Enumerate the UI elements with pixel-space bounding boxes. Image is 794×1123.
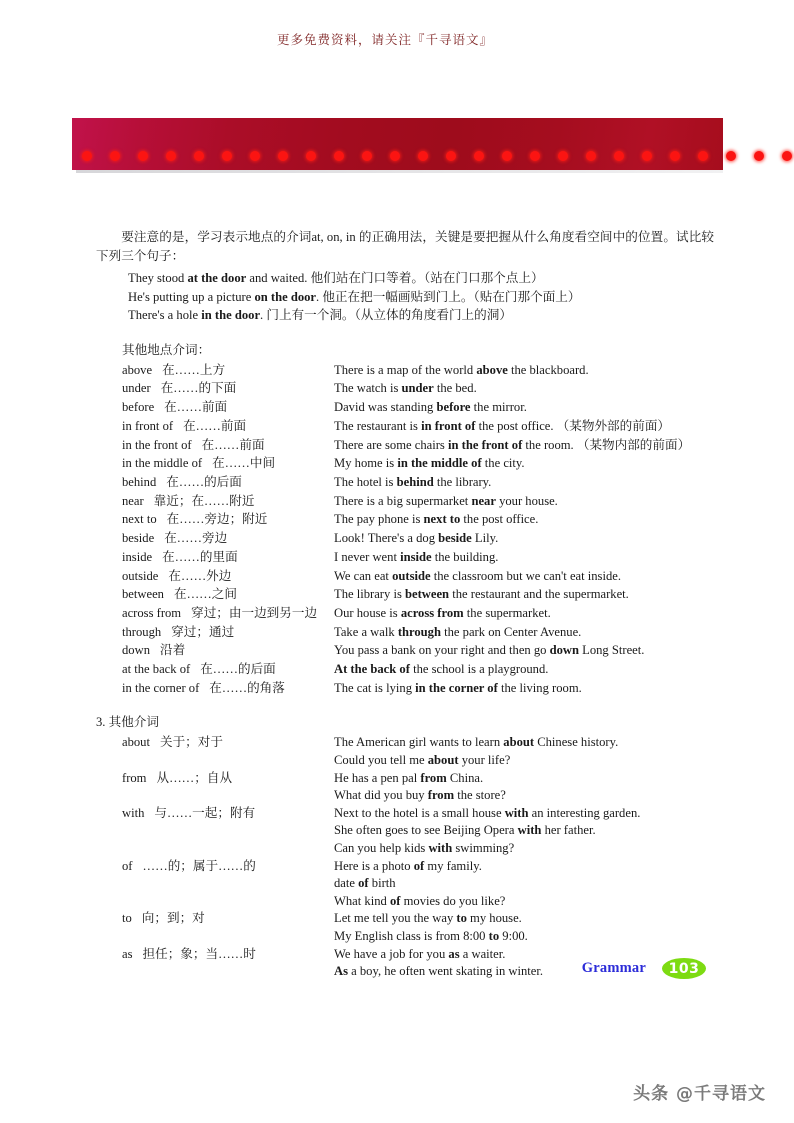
preposition-gloss: 在……之间 <box>173 587 237 602</box>
table-row <box>0 660 794 679</box>
preposition-gloss: 在……前面 <box>201 437 265 452</box>
table-row <box>0 492 794 511</box>
preposition-word: as <box>122 946 133 961</box>
preposition-gloss: 在……的后面 <box>200 662 276 677</box>
preposition-gloss-cell <box>0 379 334 398</box>
banner-shadow <box>76 170 723 173</box>
preposition-gloss-cell <box>0 604 334 623</box>
preposition-gloss: 靠近；在……附近 <box>153 493 255 508</box>
preposition-word: inside <box>122 549 153 564</box>
table-row <box>0 398 794 417</box>
preposition-gloss-cell <box>0 454 334 473</box>
preposition-word: across from <box>122 605 182 620</box>
intro-example-line: He's putting up a picture on the door. 他正在把一幅画贴到门上。（贴在门那个面上） <box>128 289 581 304</box>
preposition-example-cell: I never went inside the building. <box>334 549 499 564</box>
intro-paragraph: 要注意的是，学习表示地点的介词at, on, in 的正确用法，关键是要把握从什么角度看空间中的位置。试比较下列三个句子： <box>96 230 714 263</box>
preposition-word: in front of <box>122 418 174 433</box>
other-preposition-group <box>0 805 794 858</box>
intro-example-list <box>0 269 794 325</box>
preposition-gloss: 在……的后面 <box>166 475 242 489</box>
preposition-example-cell: You pass a bank on your right and then go down Long Street. <box>334 643 645 658</box>
banner-dot <box>698 151 708 161</box>
preposition-gloss: 向；到；对 <box>141 911 205 926</box>
preposition-word: beside <box>122 531 155 546</box>
preposition-word: down <box>122 643 150 658</box>
preposition-word: in the front of <box>122 437 192 452</box>
preposition-gloss: 担任；象；当……时 <box>142 946 256 961</box>
intro-example-line: There's a hole in the door. 门上有一个洞。（从立体的角度看门上的洞） <box>128 308 512 323</box>
preposition-word: at the back of <box>122 662 191 677</box>
banner-dot <box>250 151 260 161</box>
banner-dot <box>726 151 736 161</box>
preposition-word: through <box>122 624 162 639</box>
preposition-example-line: Let me tell you the way to my house. <box>334 911 522 926</box>
banner-dot-row <box>72 150 723 162</box>
place-section-title: 其他地点介词： <box>122 342 211 357</box>
preposition-gloss-cell <box>0 548 334 567</box>
decorative-header-banner <box>72 118 723 170</box>
other-preposition-group <box>0 734 794 769</box>
preposition-example-cell: Take a walk through the park on Center Avenue. <box>334 624 582 639</box>
preposition-gloss-cell <box>0 510 334 529</box>
other-preposition-group <box>0 858 794 911</box>
other-preposition-group <box>0 770 794 805</box>
watermark-text: 头条 @千寻语文 <box>633 1084 766 1104</box>
preposition-example-cell: The watch is under the bed. <box>334 381 477 396</box>
preposition-example-line: What did you buy from the store? <box>334 788 506 803</box>
table-row <box>0 417 794 436</box>
banner-dot <box>390 151 400 161</box>
table-row <box>0 379 794 398</box>
preposition-gloss: 在……旁边 <box>164 531 228 546</box>
banner-dot <box>82 151 92 161</box>
preposition-gloss-cell <box>0 567 334 586</box>
preposition-word: from <box>122 770 147 785</box>
preposition-word: next to <box>122 512 157 527</box>
banner-dot <box>222 151 232 161</box>
preposition-gloss: 在……外边 <box>168 568 232 583</box>
preposition-gloss-cell <box>0 492 334 511</box>
footer-chapter-label: Grammar <box>581 960 646 976</box>
preposition-example-cell: At the back of the school is a playground. <box>334 662 549 677</box>
preposition-gloss: 穿过；由一边到另一边 <box>191 605 318 620</box>
preposition-word: with <box>122 805 145 820</box>
preposition-example-cell: The cat is lying in the corner of the living room. <box>334 680 582 695</box>
page-content <box>0 228 794 981</box>
preposition-gloss-cell <box>0 585 334 604</box>
preposition-gloss-cell <box>0 623 334 642</box>
preposition-example-cell: There are some chairs in the front of the room. （某物内部的前面） <box>334 437 691 452</box>
banner-dot <box>670 151 680 161</box>
preposition-example-cell <box>334 805 794 858</box>
banner-dot <box>110 151 120 161</box>
preposition-gloss: 在……的里面 <box>162 549 238 564</box>
preposition-example-cell: Our house is across from the supermarket. <box>334 605 551 620</box>
preposition-example-line: The American girl wants to learn about Chinese history. <box>334 735 619 750</box>
preposition-word: outside <box>122 568 159 583</box>
preposition-word: in the corner of <box>122 680 200 695</box>
preposition-word: of <box>122 858 133 873</box>
preposition-gloss-cell <box>0 398 334 417</box>
preposition-example-line: date of birth <box>334 876 396 891</box>
preposition-gloss-cell <box>0 858 334 876</box>
preposition-word: behind <box>122 475 157 489</box>
preposition-gloss: 穿过；通过 <box>171 624 235 639</box>
table-row <box>0 641 794 660</box>
banner-dot <box>642 151 652 161</box>
table-row <box>0 679 794 698</box>
table-row <box>0 567 794 586</box>
preposition-example-cell: There is a map of the world above the blackboard. <box>334 362 589 377</box>
preposition-gloss: 在……前面 <box>164 400 228 415</box>
preposition-gloss-cell <box>0 529 334 548</box>
preposition-gloss-cell <box>0 734 334 752</box>
preposition-gloss: 从……；自从 <box>156 770 233 785</box>
preposition-example-cell <box>334 858 794 911</box>
page-number-badge: 103 <box>662 958 706 979</box>
preposition-gloss: 沿着 <box>160 643 186 658</box>
preposition-example-cell: David was standing before the mirror. <box>334 400 527 415</box>
table-row <box>0 510 794 529</box>
preposition-example-line: She often goes to see Beijing Opera with her father. <box>334 823 596 838</box>
table-row <box>0 454 794 473</box>
preposition-gloss-cell <box>0 660 334 679</box>
preposition-example-cell <box>334 734 794 769</box>
preposition-example-line: Here is a photo of my family. <box>334 858 482 873</box>
preposition-word: near <box>122 493 144 508</box>
preposition-example-cell: My home is in the middle of the city. <box>334 456 525 471</box>
preposition-gloss-cell <box>0 805 334 823</box>
banner-dot <box>502 151 512 161</box>
banner-dot <box>334 151 344 161</box>
preposition-word: about <box>122 735 150 750</box>
preposition-gloss-cell <box>0 770 334 788</box>
page-footer <box>0 958 794 979</box>
table-row <box>0 604 794 623</box>
preposition-example-cell: Look! There's a dog beside Lily. <box>334 531 499 546</box>
preposition-gloss: 在……的角落 <box>209 680 285 695</box>
banner-dot <box>418 151 428 161</box>
preposition-example-cell: There is a big supermarket near your house. <box>334 493 558 508</box>
preposition-example-line: Could you tell me about your life? <box>334 753 511 768</box>
banner-dot <box>166 151 176 161</box>
banner-dot <box>362 151 372 161</box>
banner-dot <box>194 151 204 161</box>
table-row <box>0 529 794 548</box>
preposition-gloss: 与……一起；附有 <box>154 805 256 820</box>
banner-dot <box>754 151 764 161</box>
preposition-example-line: Can you help kids with swimming? <box>334 841 515 855</box>
preposition-gloss: 在……上方 <box>162 362 226 377</box>
preposition-example-line: He has a pen pal from China. <box>334 770 484 785</box>
preposition-word: under <box>122 381 151 396</box>
table-row <box>0 548 794 567</box>
preposition-gloss: 在……中间 <box>212 456 276 471</box>
preposition-word: to <box>122 911 132 926</box>
preposition-example-line: Next to the hotel is a small house with an interesting garden. <box>334 805 641 820</box>
banner-dot <box>586 151 596 161</box>
preposition-gloss-cell <box>0 910 334 928</box>
preposition-example-cell: The hotel is behind the library. <box>334 475 492 489</box>
banner-dot <box>278 151 288 161</box>
preposition-example-line: We have a job for you as a waiter. <box>334 946 506 961</box>
other-section-heading: 3. 其他介词 <box>96 715 159 730</box>
banner-dot <box>474 151 484 161</box>
preposition-word: in the middle of <box>122 456 203 471</box>
promo-banner-text: 更多免费资料，请关注『千寻语文』 <box>276 32 493 47</box>
preposition-example-cell: The pay phone is next to the post office. <box>334 512 539 527</box>
preposition-gloss-cell <box>0 641 334 660</box>
banner-dot <box>138 151 148 161</box>
banner-dot <box>614 151 624 161</box>
preposition-example-cell: We can eat outside the classroom but we can't eat inside. <box>334 568 621 583</box>
preposition-gloss: 在……的下面 <box>160 381 237 396</box>
preposition-example-line: What kind of movies do you like? <box>334 893 506 908</box>
preposition-example-cell <box>334 910 794 945</box>
preposition-gloss-cell <box>0 679 334 698</box>
banner-dot <box>306 151 316 161</box>
preposition-example-cell: The restaurant is in front of the post office. （某物外部的前面） <box>334 418 671 433</box>
other-preposition-group <box>0 910 794 945</box>
preposition-example-cell <box>334 770 794 805</box>
preposition-gloss: ……的；属于……的 <box>142 858 256 873</box>
preposition-gloss-cell <box>0 473 334 492</box>
banner-dot <box>782 151 792 161</box>
banner-dot <box>446 151 456 161</box>
preposition-gloss-cell <box>0 436 334 455</box>
preposition-example-cell: The library is between the restaurant and the supermarket. <box>334 587 629 602</box>
preposition-gloss-cell <box>0 361 334 380</box>
preposition-word: between <box>122 587 164 602</box>
place-preposition-rows <box>0 361 794 698</box>
preposition-gloss-cell <box>0 417 334 436</box>
table-row <box>0 623 794 642</box>
preposition-gloss: 在……旁边；附近 <box>166 512 268 527</box>
other-preposition-list <box>0 734 794 980</box>
table-row <box>0 361 794 380</box>
place-preposition-table <box>0 361 794 698</box>
banner-dot <box>530 151 540 161</box>
table-row <box>0 585 794 604</box>
preposition-word: before <box>122 400 155 415</box>
banner-dot <box>558 151 568 161</box>
table-row <box>0 473 794 492</box>
preposition-example-line: As a boy, he often went skating in winter. <box>334 964 544 979</box>
preposition-example-line: My English class is from 8:00 to 9:00. <box>334 928 528 943</box>
intro-example-line: They stood at the door and waited. 他们站在门口等着。（站在门口那个点上） <box>128 271 544 285</box>
preposition-word: above <box>122 362 153 377</box>
table-row <box>0 436 794 455</box>
preposition-gloss: 关于；对于 <box>159 735 223 750</box>
preposition-gloss: 在……前面 <box>183 418 247 433</box>
